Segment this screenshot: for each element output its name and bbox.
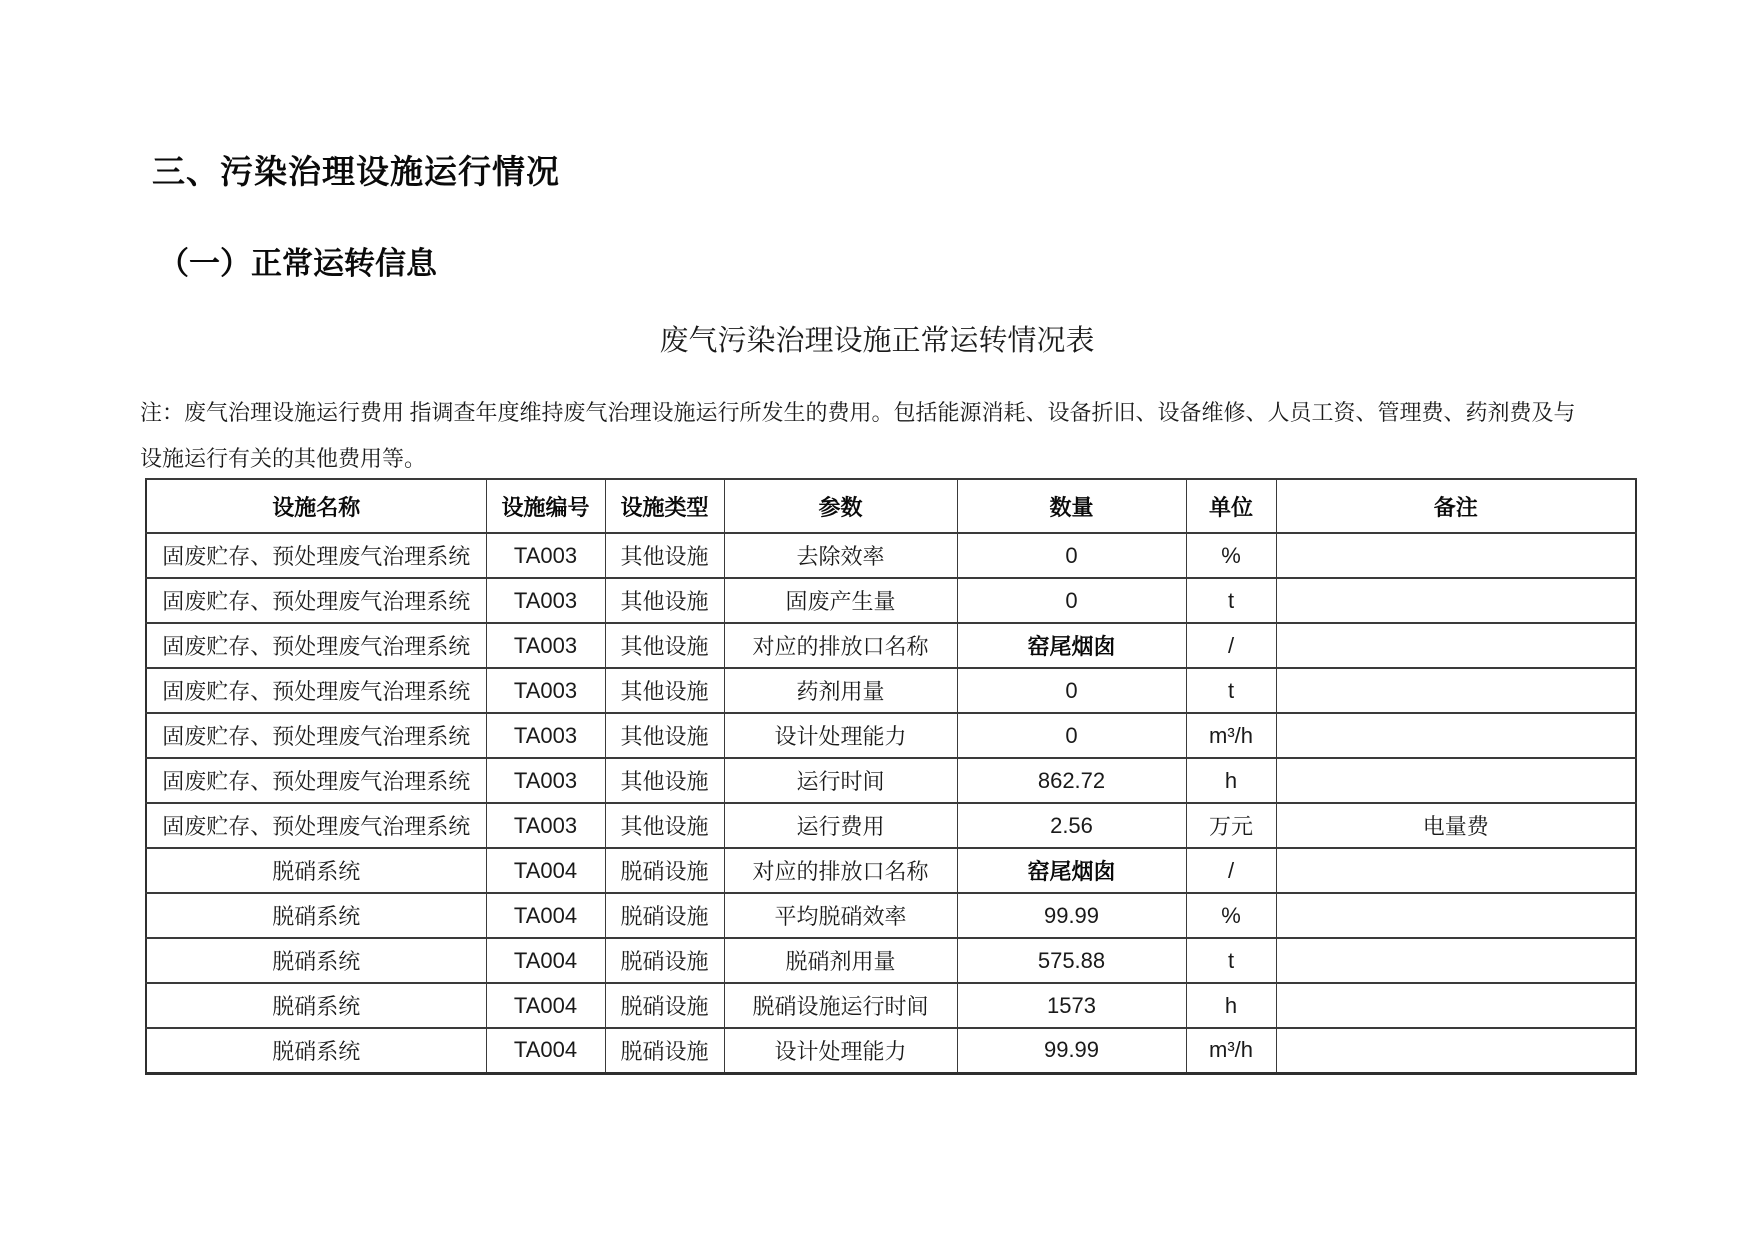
cell-parameter: 去除效率 <box>724 533 957 578</box>
cell-quantity: 2.56 <box>957 803 1186 848</box>
cell-remark <box>1276 938 1636 983</box>
cell-facility-type: 其他设施 <box>605 803 724 848</box>
cell-remark <box>1276 533 1636 578</box>
cell-facility-name: 固废贮存、预处理废气治理系统 <box>146 668 486 713</box>
header-cell-facility-name: 设施名称 <box>146 479 486 533</box>
cell-parameter: 设计处理能力 <box>724 1028 957 1073</box>
table-row <box>146 848 1636 893</box>
cell-facility-code: TA004 <box>486 983 605 1028</box>
table-row <box>146 983 1636 1028</box>
cell-unit: h <box>1186 983 1276 1028</box>
header-cell-facility-code: 设施编号 <box>486 479 605 533</box>
note-text <box>140 390 1638 482</box>
cell-facility-name: 脱硝系统 <box>146 983 486 1028</box>
cell-unit: / <box>1186 623 1276 668</box>
table-row <box>146 623 1636 668</box>
subsection-heading: （一）正常运转信息 <box>158 246 437 281</box>
cell-facility-code: TA004 <box>486 1028 605 1073</box>
cell-quantity: 0 <box>957 668 1186 713</box>
cell-facility-name: 固废贮存、预处理废气治理系统 <box>146 758 486 803</box>
cell-facility-name: 固废贮存、预处理废气治理系统 <box>146 713 486 758</box>
cell-quantity: 1573 <box>957 983 1186 1028</box>
cell-unit: 万元 <box>1186 803 1276 848</box>
cell-facility-name: 固废贮存、预处理废气治理系统 <box>146 533 486 578</box>
cell-facility-name: 固废贮存、预处理废气治理系统 <box>146 803 486 848</box>
cell-remark <box>1276 848 1636 893</box>
cell-facility-name: 脱硝系统 <box>146 1028 486 1073</box>
cell-parameter: 药剂用量 <box>724 668 957 713</box>
table-row <box>146 533 1636 578</box>
facilities-table <box>145 478 1637 1075</box>
cell-unit: t <box>1186 938 1276 983</box>
cell-parameter: 运行费用 <box>724 803 957 848</box>
cell-facility-type: 其他设施 <box>605 623 724 668</box>
header-cell-parameter: 参数 <box>724 479 957 533</box>
cell-facility-type: 脱硝设施 <box>605 893 724 938</box>
table-body <box>146 533 1636 1073</box>
section-heading: 三、污染治理设施运行情况 <box>152 153 560 190</box>
table-row <box>146 938 1636 983</box>
cell-quantity: 99.99 <box>957 1028 1186 1073</box>
cell-parameter: 对应的排放口名称 <box>724 848 957 893</box>
cell-unit: / <box>1186 848 1276 893</box>
header-cell-unit: 单位 <box>1186 479 1276 533</box>
cell-facility-type: 其他设施 <box>605 578 724 623</box>
cell-remark <box>1276 983 1636 1028</box>
cell-facility-name: 脱硝系统 <box>146 848 486 893</box>
cell-remark <box>1276 758 1636 803</box>
cell-parameter: 脱硝剂用量 <box>724 938 957 983</box>
header-row <box>146 479 1636 533</box>
cell-parameter: 固废产生量 <box>724 578 957 623</box>
cell-facility-type: 其他设施 <box>605 713 724 758</box>
cell-quantity: 窑尾烟囱 <box>957 848 1186 893</box>
cell-facility-name: 脱硝系统 <box>146 893 486 938</box>
cell-remark <box>1276 1028 1636 1073</box>
cell-facility-type: 其他设施 <box>605 758 724 803</box>
cell-facility-code: TA003 <box>486 623 605 668</box>
cell-facility-code: TA003 <box>486 578 605 623</box>
cell-facility-code: TA003 <box>486 668 605 713</box>
cell-unit: m³/h <box>1186 1028 1276 1073</box>
cell-facility-type: 其他设施 <box>605 533 724 578</box>
cell-facility-code: TA004 <box>486 848 605 893</box>
cell-quantity: 99.99 <box>957 893 1186 938</box>
cell-remark <box>1276 578 1636 623</box>
cell-facility-type: 其他设施 <box>605 668 724 713</box>
cell-facility-type: 脱硝设施 <box>605 848 724 893</box>
cell-quantity: 862.72 <box>957 758 1186 803</box>
cell-facility-code: TA004 <box>486 893 605 938</box>
cell-facility-type: 脱硝设施 <box>605 938 724 983</box>
cell-remark <box>1276 668 1636 713</box>
cell-parameter: 运行时间 <box>724 758 957 803</box>
cell-facility-name: 固废贮存、预处理废气治理系统 <box>146 623 486 668</box>
cell-unit: % <box>1186 533 1276 578</box>
header-cell-quantity: 数量 <box>957 479 1186 533</box>
cell-facility-type: 脱硝设施 <box>605 983 724 1028</box>
table-row <box>146 668 1636 713</box>
cell-unit: t <box>1186 668 1276 713</box>
cell-facility-name: 固废贮存、预处理废气治理系统 <box>146 578 486 623</box>
table-row <box>146 803 1636 848</box>
cell-parameter: 脱硝设施运行时间 <box>724 983 957 1028</box>
note-line-1: 注：废气治理设施运行费用 指调查年度维持废气治理设施运行所发生的费用。包括能源消耗、设备折旧、设备维修、人员工资、管理费、药剂费及与 <box>140 400 1576 425</box>
table-row <box>146 758 1636 803</box>
cell-parameter: 平均脱硝效率 <box>724 893 957 938</box>
cell-remark: 电量费 <box>1276 803 1636 848</box>
cell-quantity: 575.88 <box>957 938 1186 983</box>
table-row <box>146 1028 1636 1073</box>
table-row <box>146 893 1636 938</box>
cell-unit: t <box>1186 578 1276 623</box>
cell-facility-code: TA003 <box>486 803 605 848</box>
cell-quantity: 0 <box>957 533 1186 578</box>
cell-remark <box>1276 713 1636 758</box>
cell-facility-code: TA003 <box>486 713 605 758</box>
cell-facility-code: TA003 <box>486 533 605 578</box>
cell-facility-code: TA004 <box>486 938 605 983</box>
table-title: 废气污染治理设施正常运转情况表 <box>659 325 1095 357</box>
header-cell-remark: 备注 <box>1276 479 1636 533</box>
cell-remark <box>1276 623 1636 668</box>
table-row <box>146 713 1636 758</box>
cell-quantity: 0 <box>957 578 1186 623</box>
cell-facility-type: 脱硝设施 <box>605 1028 724 1073</box>
table-header <box>146 479 1636 533</box>
cell-facility-name: 脱硝系统 <box>146 938 486 983</box>
cell-unit: m³/h <box>1186 713 1276 758</box>
cell-parameter: 设计处理能力 <box>724 713 957 758</box>
cell-unit: h <box>1186 758 1276 803</box>
cell-quantity: 窑尾烟囱 <box>957 623 1186 668</box>
table-row <box>146 578 1636 623</box>
note-line-2: 设施运行有关的其他费用等。 <box>140 446 427 471</box>
cell-parameter: 对应的排放口名称 <box>724 623 957 668</box>
cell-quantity: 0 <box>957 713 1186 758</box>
cell-remark <box>1276 893 1636 938</box>
cell-facility-code: TA003 <box>486 758 605 803</box>
cell-unit: % <box>1186 893 1276 938</box>
header-cell-facility-type: 设施类型 <box>605 479 724 533</box>
